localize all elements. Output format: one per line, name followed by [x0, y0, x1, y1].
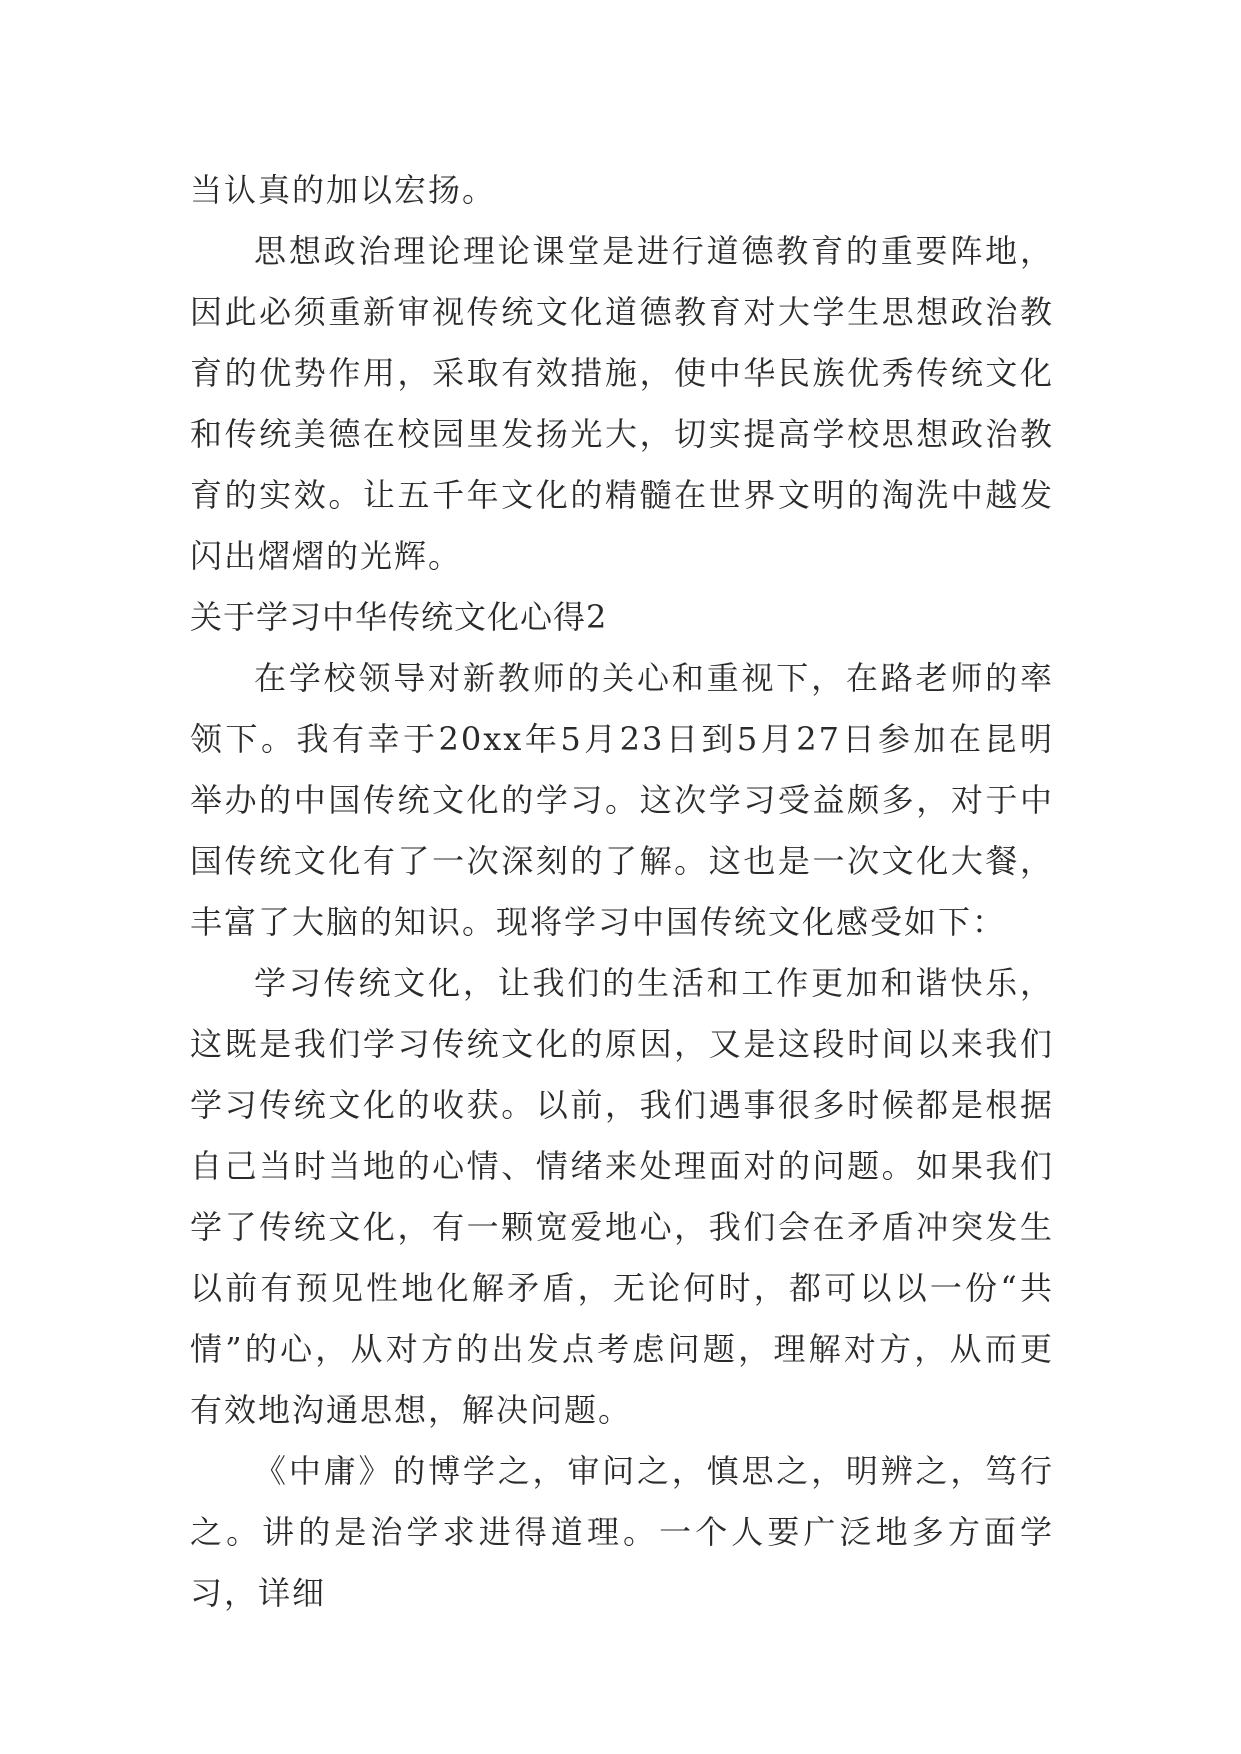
paragraph-continuation: 当认真的加以宏扬。 [190, 171, 497, 209]
paragraph-study-benefits: 学习传统文化，让我们的生活和工作更加和谐快乐，这既是我们学习传统文化的原因，又是这段时间以来我们学习传统文化的收获。以前，我们遇事很多时候都是根据自己当时当地的心情、情绪来处理面对的问题。如果我们学了传统文化，有一颗宽爱地心，我们会在矛盾冲突发生以前有预见性地化解矛盾，无论何时，都可以以一份“共情”的心，从对方的出发点考虑问题，理解对方，从而更有效地沟通思想，解决问题。 [190, 964, 1054, 1429]
paragraph-zhongyong: 《中庸》的博学之，审问之，慎思之，明辨之，笃行之。讲的是治学求进得道理。一个人要广泛地多方面学习，详细 [190, 1452, 1054, 1612]
paragraph-study-intro: 在学校领导对新教师的关心和重视下，在路老师的率领下。我有幸于20xx年5月23日到5月27日参加在昆明举办的中国传统文化的学习。这次学习受益颇多，对于中国传统文化有了一次深刻的了解。这也是一次文化大餐，丰富了大脑的知识。现将学习中国传统文化感受如下： [190, 659, 1054, 941]
section-heading: 关于学习中华传统文化心得2 [190, 598, 608, 636]
document-body [190, 160, 1054, 1624]
paragraph-ideological-education: 思想政治理论理论课堂是进行道德教育的重要阵地，因此必须重新审视传统文化道德教育对大学生思想政治教育的优势作用，采取有效措施，使中华民族优秀传统文化和传统美德在校园里发扬光大，切实提高学校思想政治教育的实效。让五千年文化的精髓在世界文明的淘洗中越发闪出熠熠的光辉。 [190, 232, 1054, 575]
